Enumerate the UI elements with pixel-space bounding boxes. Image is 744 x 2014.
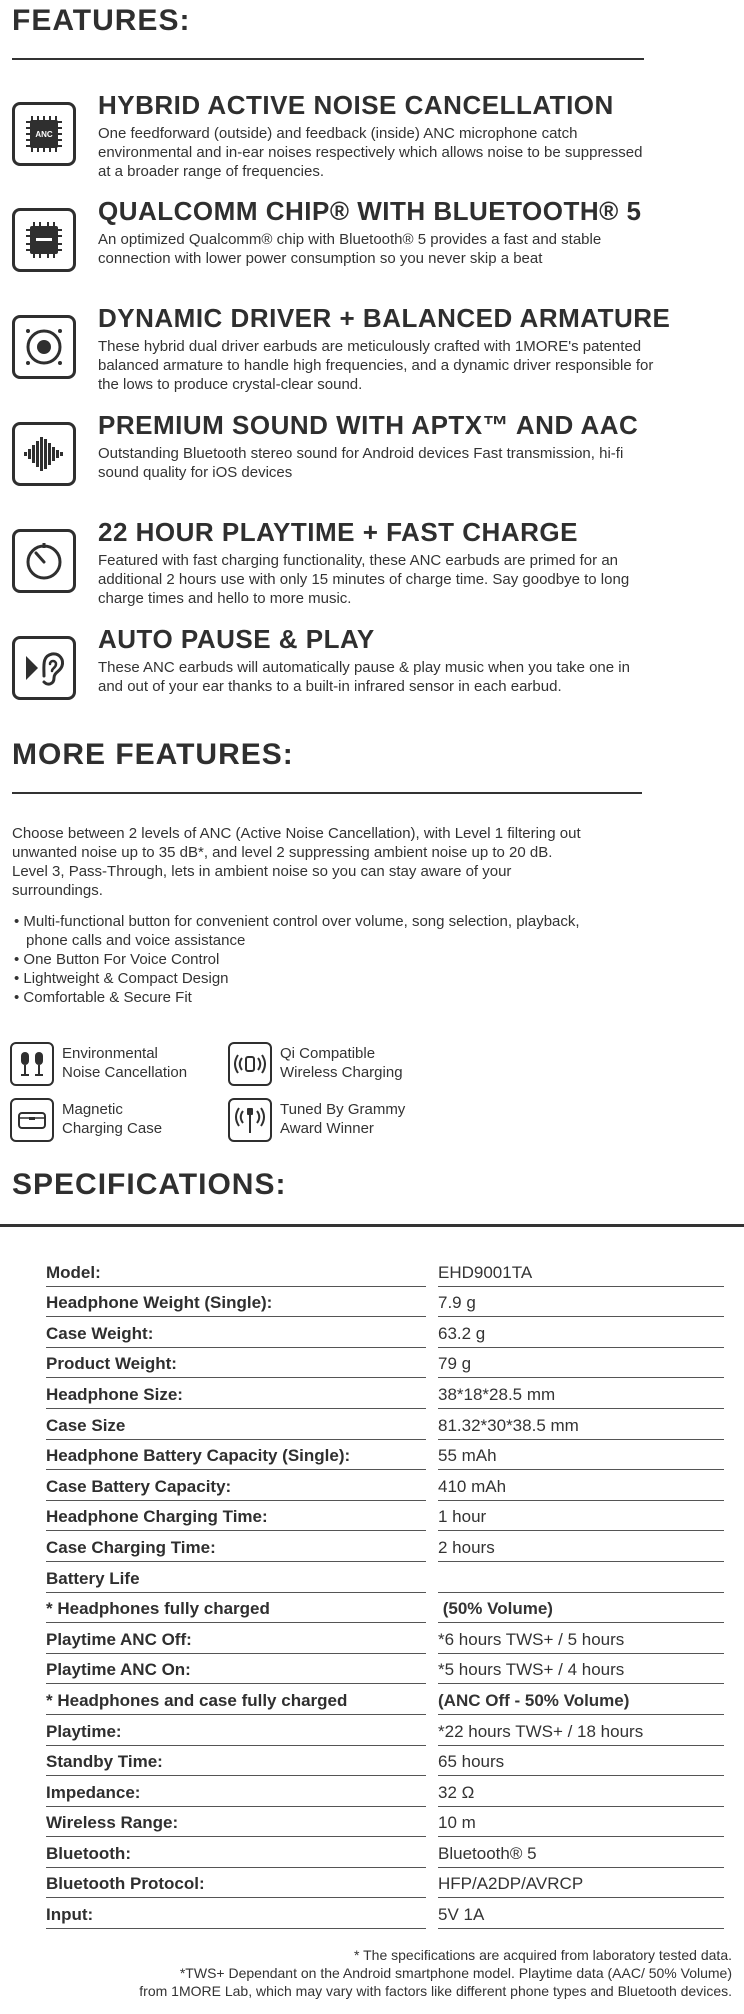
spec-value: 5V 1A bbox=[438, 1905, 485, 1925]
spec-label: Wireless Range: bbox=[46, 1813, 179, 1833]
table-row bbox=[46, 1348, 724, 1379]
spec-label: * Headphones fully charged bbox=[46, 1599, 270, 1619]
spec-value: 1 hour bbox=[438, 1507, 487, 1527]
feature-title: QUALCOMM CHIP® WITH BLUETOOTH® 5 bbox=[98, 196, 642, 226]
table-row bbox=[46, 1868, 724, 1899]
table-row bbox=[46, 1562, 724, 1593]
feature-aptx bbox=[12, 410, 732, 510]
list-item: • Comfortable & Secure Fit bbox=[14, 989, 192, 1006]
spec-value: 32 Ω bbox=[438, 1782, 475, 1802]
mini-feature-case bbox=[10, 1096, 230, 1144]
feature-description: These ANC earbuds will automatically pause & play music when you take one in and out of your ear thanks to a built-in infrared sensor in each earbud. bbox=[98, 659, 630, 695]
grammy-tuning-icon bbox=[228, 1098, 272, 1142]
table-row bbox=[46, 1684, 724, 1715]
spec-label: Playtime ANC On: bbox=[46, 1660, 191, 1680]
mini-feature-line: Tuned By Grammy bbox=[280, 1101, 406, 1118]
spec-table bbox=[46, 1256, 724, 1929]
specifications-divider bbox=[0, 1224, 744, 1227]
table-row bbox=[46, 1593, 724, 1624]
feature-qualcomm bbox=[12, 196, 732, 296]
list-item: • One Button For Voice Control bbox=[14, 951, 220, 968]
feature-bullets bbox=[12, 912, 612, 1007]
spec-value: *5 hours TWS+ / 4 hours bbox=[438, 1660, 625, 1680]
table-row bbox=[46, 1470, 724, 1501]
spec-value: 10 m bbox=[438, 1813, 476, 1833]
table-row bbox=[46, 1746, 724, 1777]
table-row bbox=[46, 1776, 724, 1807]
spec-value: 410 mAh bbox=[438, 1476, 507, 1496]
table-row bbox=[46, 1623, 724, 1654]
feature-description: An optimized Qualcomm® chip with Bluetooth® 5 provides a fast and stable connection with lower power consumption so you never skip a beat bbox=[98, 231, 602, 267]
features-divider bbox=[12, 58, 644, 60]
table-row bbox=[46, 1531, 724, 1562]
feature-description: Outstanding Bluetooth stereo sound for Android devices Fast transmission, hi-fi sound quality for iOS devices bbox=[98, 445, 624, 481]
spec-label: Case Battery Capacity: bbox=[46, 1476, 232, 1496]
spec-value: 79 g bbox=[438, 1354, 472, 1374]
charging-case-icon bbox=[10, 1098, 54, 1142]
table-row bbox=[46, 1378, 724, 1409]
spec-label: Bluetooth Protocol: bbox=[46, 1874, 205, 1894]
feature-anc bbox=[12, 90, 732, 190]
row-underline bbox=[46, 1928, 426, 1929]
feature-playtime bbox=[12, 517, 732, 617]
spec-value: 81.32*30*38.5 mm bbox=[438, 1415, 579, 1435]
microphones-icon bbox=[10, 1042, 54, 1086]
feature-title: 22 HOUR PLAYTIME + FAST CHARGE bbox=[98, 517, 578, 547]
feature-description: Featured with fast charging functionality, these ANC earbuds are primed for an additional 2 hours use with only 15 minutes of charge time. Say goodbye to long charge times and hello to more music. bbox=[98, 552, 630, 607]
table-row bbox=[46, 1807, 724, 1838]
spec-value: *6 hours TWS+ / 5 hours bbox=[438, 1629, 625, 1649]
spec-label: Headphone Weight (Single): bbox=[46, 1293, 273, 1313]
mini-feature-noise bbox=[10, 1040, 230, 1088]
mini-feature-line: Qi Compatible bbox=[280, 1045, 376, 1062]
anc-chip-icon bbox=[12, 102, 76, 166]
mini-feature-line: Charging Case bbox=[62, 1120, 163, 1137]
feature-title: HYBRID ACTIVE NOISE CANCELLATION bbox=[98, 90, 614, 120]
table-row bbox=[46, 1501, 724, 1532]
more-features-divider bbox=[12, 792, 642, 794]
mini-feature-line: Award Winner bbox=[280, 1120, 374, 1137]
spec-label: Input: bbox=[46, 1905, 94, 1925]
mini-feature-line: Environmental bbox=[62, 1045, 158, 1062]
spec-label: Case Size bbox=[46, 1415, 126, 1435]
specifications-heading: SPECIFICATIONS: bbox=[12, 1168, 287, 1201]
spec-label: Impedance: bbox=[46, 1782, 141, 1802]
row-underline bbox=[438, 1928, 724, 1929]
spec-label: Battery Life bbox=[46, 1568, 140, 1588]
feature-driver bbox=[12, 303, 732, 403]
spec-label: Case Weight: bbox=[46, 1323, 154, 1343]
sound-wave-icon bbox=[12, 422, 76, 486]
table-row bbox=[46, 1287, 724, 1318]
spec-label: Product Weight: bbox=[46, 1354, 177, 1374]
ear-play-icon bbox=[12, 636, 76, 700]
feature-title: AUTO PAUSE & PLAY bbox=[98, 624, 375, 654]
table-row bbox=[46, 1256, 724, 1287]
spec-label: Case Charging Time: bbox=[46, 1537, 216, 1557]
features-heading: FEATURES: bbox=[12, 4, 191, 37]
spec-label: Standby Time: bbox=[46, 1752, 163, 1772]
anc-chip-label: ANC bbox=[35, 130, 53, 139]
table-row bbox=[46, 1654, 724, 1685]
feature-title: PREMIUM SOUND WITH APTX™ AND AAC bbox=[98, 410, 639, 440]
mini-feature-wireless bbox=[228, 1040, 448, 1088]
spec-value: (ANC Off - 50% Volume) bbox=[438, 1690, 630, 1710]
mini-feature-line: Wireless Charging bbox=[280, 1064, 403, 1081]
spec-value: HFP/A2DP/AVRCP bbox=[438, 1874, 584, 1894]
table-row bbox=[46, 1440, 724, 1471]
spec-value: (50% Volume) bbox=[438, 1599, 553, 1619]
qualcomm-chip-icon bbox=[12, 208, 76, 272]
mini-feature-line: Magnetic bbox=[62, 1101, 123, 1118]
spec-label: Playtime: bbox=[46, 1721, 122, 1741]
spec-label: Model: bbox=[46, 1262, 101, 1282]
table-row bbox=[46, 1715, 724, 1746]
spec-value: 65 hours bbox=[438, 1752, 505, 1772]
note-line: * The specifications are acquired from laboratory tested data. bbox=[354, 1947, 732, 1963]
table-row bbox=[46, 1409, 724, 1440]
mini-feature-line: Noise Cancellation bbox=[62, 1064, 188, 1081]
spec-notes bbox=[12, 1946, 732, 2000]
note-line: *TWS+ Dependant on the Android smartphone model. Playtime data (AAC/ 50% Volume) bbox=[179, 1965, 732, 1981]
list-item: • Lightweight & Compact Design bbox=[14, 970, 229, 987]
spec-label: Headphone Charging Time: bbox=[46, 1507, 268, 1527]
spec-value: 38*18*28.5 mm bbox=[438, 1384, 556, 1404]
more-features-heading: MORE FEATURES: bbox=[12, 738, 294, 771]
spec-label: Bluetooth: bbox=[46, 1843, 131, 1863]
note-line: from 1MORE Lab, which may vary with factors like different phone types and Bluetooth devices. bbox=[139, 1983, 732, 1999]
spec-value: EHD9001TA bbox=[438, 1262, 533, 1282]
feature-description: One feedforward (outside) and feedback (inside) ANC microphone catch environmental and in-ear noises respectively which allows noise to be suppressed at a broader range of frequencies. bbox=[98, 125, 643, 180]
mini-feature-grammy bbox=[228, 1096, 448, 1144]
feature-description: These hybrid dual driver earbuds are meticulously crafted with 1MORE's patented balanced armature to handle high frequencies, and a dynamic driver responsible for the lows to produce crystal-clear sound. bbox=[98, 338, 654, 393]
spec-value: 7.9 g bbox=[438, 1293, 476, 1313]
spec-label: Headphone Battery Capacity (Single): bbox=[46, 1446, 351, 1466]
feature-auto-pause bbox=[12, 624, 732, 724]
spec-label: Headphone Size: bbox=[46, 1384, 183, 1404]
table-row bbox=[46, 1898, 724, 1929]
spec-label: * Headphones and case fully charged bbox=[46, 1690, 348, 1710]
spec-value: Bluetooth® 5 bbox=[438, 1843, 537, 1863]
speaker-driver-icon bbox=[12, 315, 76, 379]
wireless-charging-icon bbox=[228, 1042, 272, 1086]
spec-value: *22 hours TWS+ / 18 hours bbox=[438, 1721, 644, 1741]
feature-title: DYNAMIC DRIVER + BALANCED ARMATURE bbox=[98, 303, 671, 333]
spec-label: Playtime ANC Off: bbox=[46, 1629, 192, 1649]
spec-value: 55 mAh bbox=[438, 1446, 497, 1466]
table-row bbox=[46, 1837, 724, 1868]
anc-levels-paragraph: Choose between 2 levels of ANC (Active Noise Cancellation), with Level 1 filtering out unwanted noise up to 35 dB*, and level 2 suppressing ambient noise up to 20 dB. Level 3, Pass-Through, lets in ambient noise so you can stay aware of your surroundings. bbox=[12, 825, 581, 899]
timer-gauge-icon bbox=[12, 529, 76, 593]
list-item: • Multi-functional button for convenient control over volume, song selection, playback, phone calls and voice assistance bbox=[14, 913, 580, 949]
spec-value: 63.2 g bbox=[438, 1323, 486, 1343]
table-row bbox=[46, 1317, 724, 1348]
spec-value: 2 hours bbox=[438, 1537, 495, 1557]
